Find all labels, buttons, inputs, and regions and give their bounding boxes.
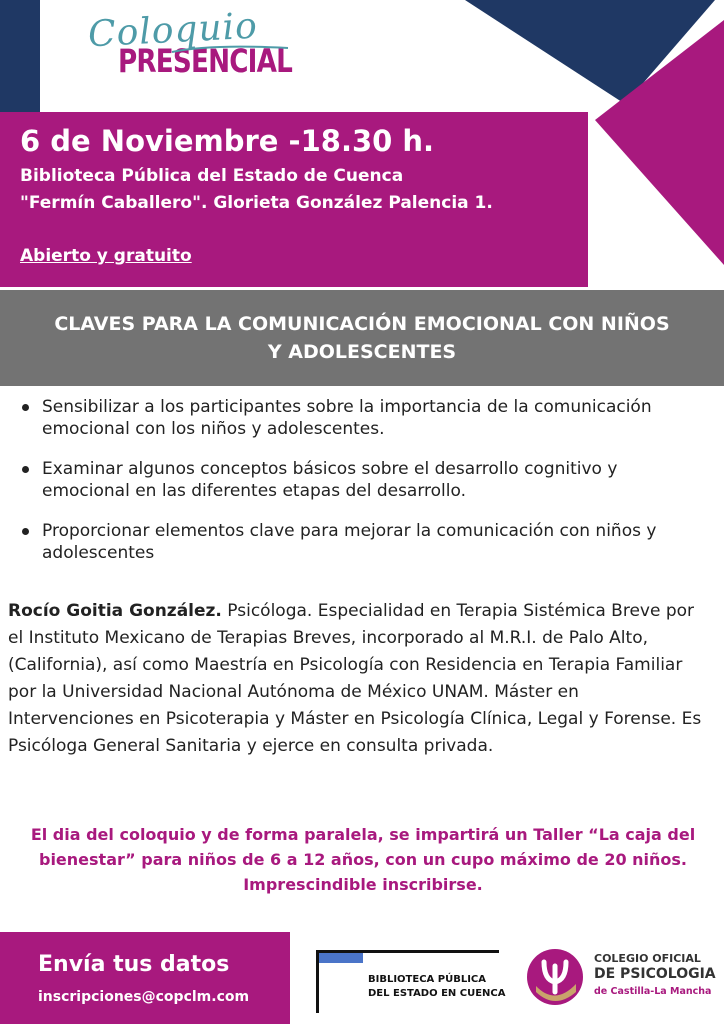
library-logo-blue-bar — [319, 953, 363, 963]
registration-title: Envía tus datos — [38, 952, 230, 977]
list-item — [20, 396, 700, 440]
bullet-icon — [22, 404, 29, 411]
bullet-icon — [22, 528, 29, 535]
workshop-note: El dia del coloquio y de forma paralela, se impartirá un Taller “La caja del bienestar” para niños de 6 a 12 años, con un cupo máximo de 20 niños. Imprescindible inscribirse. — [30, 825, 696, 894]
bullet-icon — [22, 466, 29, 473]
list-item — [20, 520, 700, 564]
venue-line-1: Biblioteca Pública del Estado de Cuenca — [20, 166, 404, 186]
objective-text: Examinar algunos conceptos básicos sobre el desarrollo cognitivo y emocional en las diferentes etapas del desarrollo. — [42, 459, 618, 501]
objective-text: Sensibilizar a los participantes sobre la importancia de la comunicación emocional con los niños y adolescentes. — [42, 397, 652, 439]
objectives-list — [20, 396, 700, 582]
speaker-name: Rocío Goitia González. — [8, 601, 222, 621]
psychology-college-logo — [522, 944, 718, 1014]
psi-emblem-icon — [526, 948, 584, 1006]
college-name-line-2: DE PSICOLOGIA — [594, 966, 716, 982]
registration-email-link[interactable]: inscripciones@copclm.com — [38, 989, 250, 1005]
college-name-line-1: COLEGIO OFICIAL — [594, 952, 701, 965]
magenta-triangle-decoration — [595, 20, 724, 265]
event-date-time: 6 de Noviembre -18.30 h. — [20, 124, 435, 158]
event-info-block — [0, 112, 588, 287]
venue-line-2: "Fermín Caballero". Glorieta González Palencia 1. — [20, 193, 493, 213]
registration-block — [0, 932, 290, 1024]
logo-main-text: PRESENCIAL — [118, 42, 292, 80]
library-logo-text-2: DEL ESTADO EN CUENCA — [368, 988, 506, 999]
library-logo — [310, 944, 506, 1012]
college-region: de Castilla-La Mancha — [594, 986, 712, 997]
logo-script-text: Coloquio — [87, 5, 259, 56]
logo-swash-icon — [170, 42, 290, 56]
speaker-bio — [8, 598, 708, 760]
speaker-bio-text: Psicóloga. Especialidad en Terapia Sistémica Breve por el Instituto Mexicano de Terapias Breves, incorporado al M.R.I. de Palo Alto, (California), así como Maestría en Psicología con Residencia en Terapia Familiar por la Universidad Nacional Autónoma de México UNAM. Máster en Intervenciones en Psicoterapia y Máster en Psicología Clínica, Legal y Forense. Es Psicóloga General Sanitaria y ejerce en consulta privada. — [8, 601, 702, 756]
free-entry-link[interactable]: Abierto y gratuito — [20, 246, 192, 266]
page-title: CLAVES PARA LA COMUNICACIÓN EMOCIONAL CON NIÑOS Y ADOLESCENTES — [54, 312, 670, 363]
objective-text: Proporcionar elementos clave para mejorar la comunicación con niños y adolescentes — [42, 521, 657, 563]
library-logo-text-1: BIBLIOTECA PÚBLICA — [368, 974, 487, 985]
navy-corner-block — [0, 0, 40, 120]
title-banner — [0, 290, 724, 386]
list-item — [20, 458, 700, 502]
